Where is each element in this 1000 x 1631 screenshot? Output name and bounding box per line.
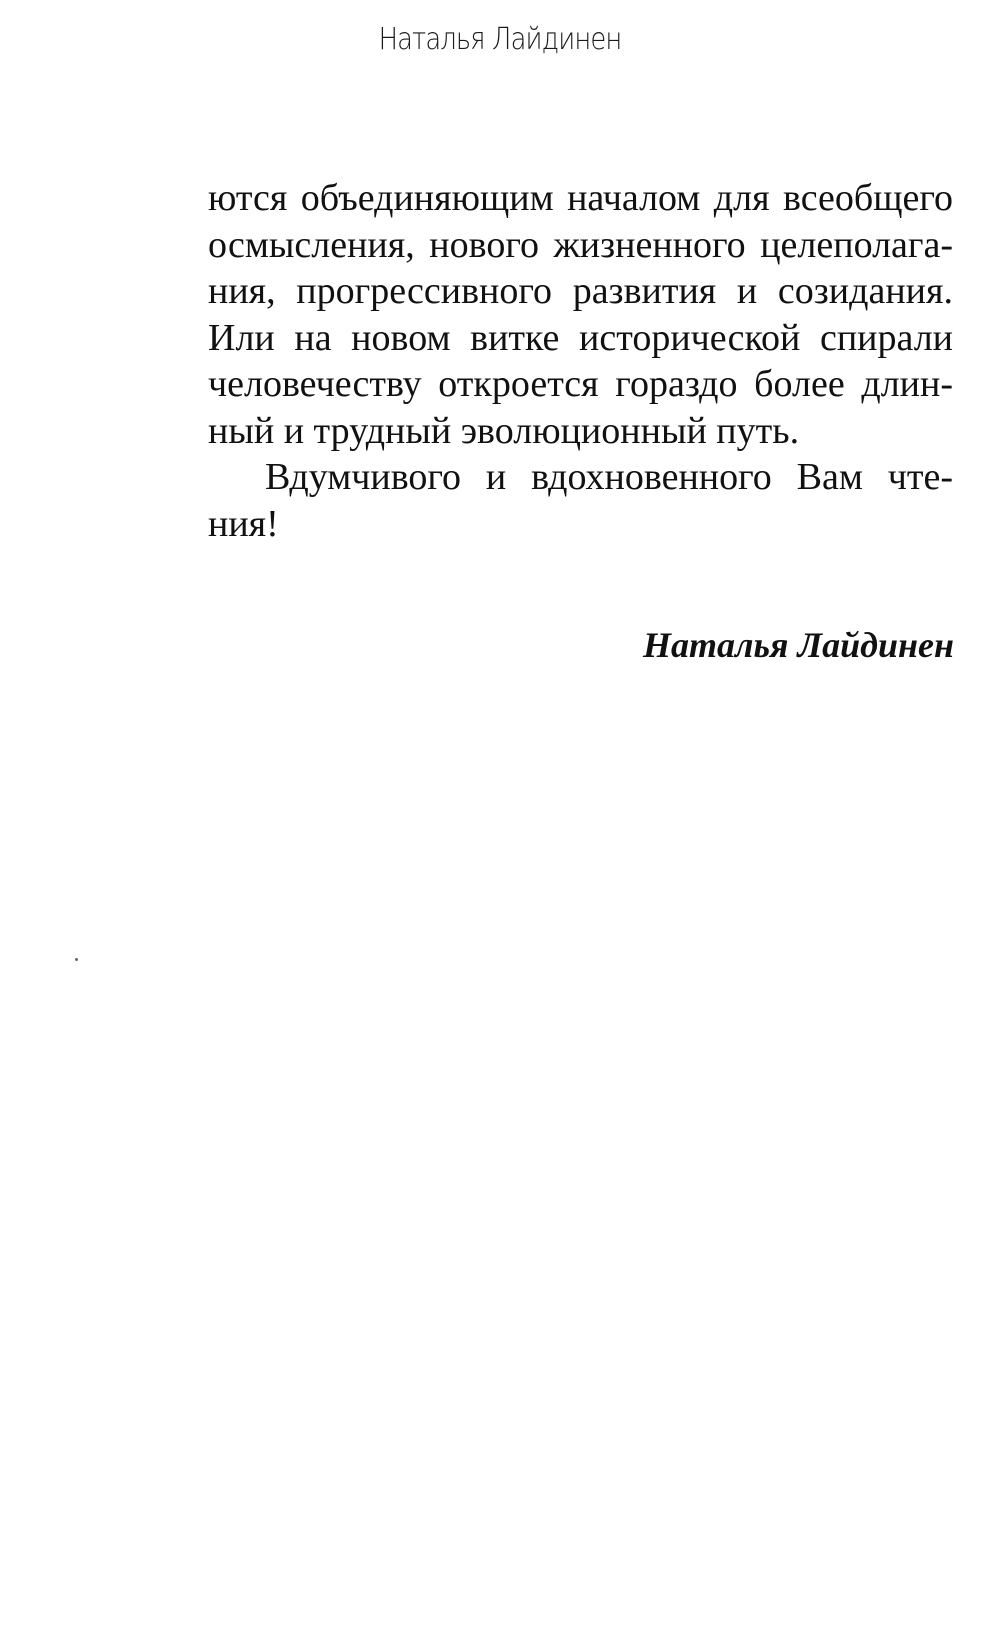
- text-line: осмысления, нового жизненного целеполага-: [208, 223, 953, 266]
- running-header: Наталья Лайдинен: [378, 22, 622, 57]
- text-line: ния!: [208, 502, 279, 545]
- text-line: ный и трудный эволюционный путь.: [208, 409, 800, 452]
- print-speck: [75, 958, 78, 961]
- author-signature: Наталья Лайдинен: [642, 625, 954, 665]
- text-line: человечеству откроется гораздо более длин-: [208, 363, 953, 405]
- text-line: Вдумчивого и вдохновенного Вам чте-: [265, 456, 953, 498]
- text-line: ются объединяющим началом для всеобщего: [208, 177, 953, 219]
- body-text: [208, 175, 953, 547]
- text-line: Или на новом витке исторической спирали: [208, 316, 953, 359]
- text-line: ния, прогрессивного развития и созидания.: [208, 270, 953, 312]
